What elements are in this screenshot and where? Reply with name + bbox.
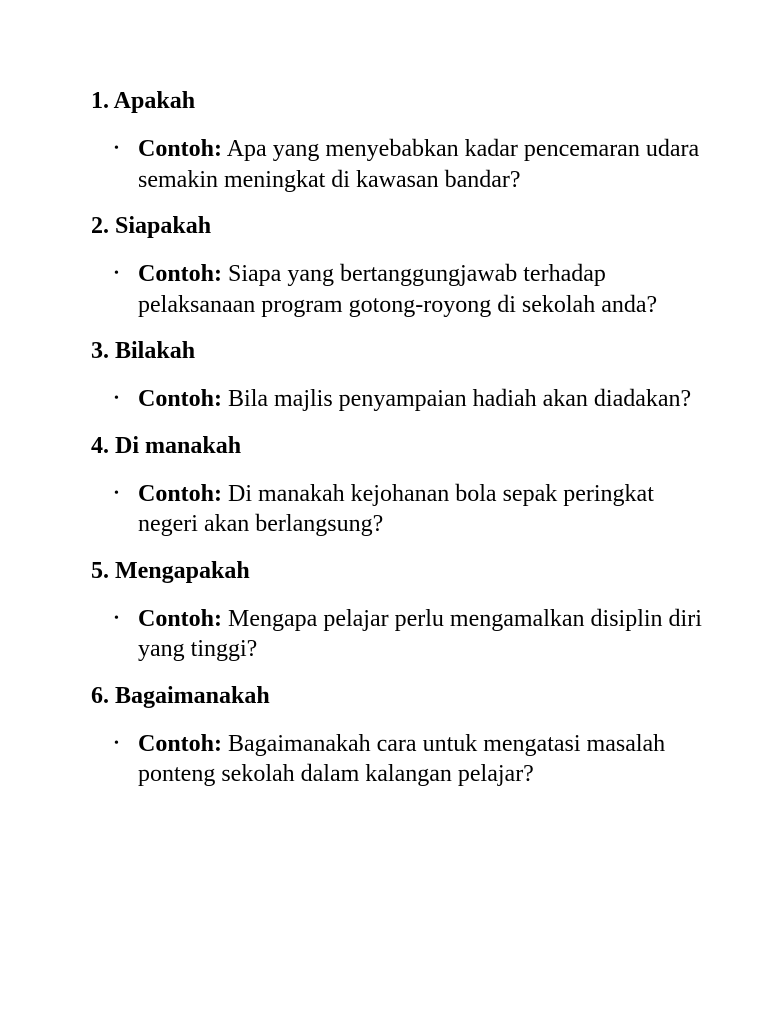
example-item: [91, 479, 708, 540]
question-word-section-6: [91, 681, 708, 790]
example-item: [91, 729, 708, 790]
bullet-icon: •: [114, 485, 119, 501]
example-text: Bila majlis penyampaian hadiah akan diadakan?: [228, 386, 692, 412]
question-word-section-3: [91, 336, 708, 415]
example-label: Contoh:: [138, 730, 223, 757]
section-heading: 5. Mengapakah: [91, 557, 250, 584]
example-label: Contoh:: [138, 261, 223, 287]
example-item: [91, 384, 708, 415]
example-list: [91, 729, 708, 790]
example-label: Contoh:: [138, 386, 223, 412]
bullet-icon: •: [114, 141, 119, 156]
section-heading: 6. Bagaimanakah: [91, 682, 270, 709]
example-text: Mengapa pelajar perlu mengamalkan disiplin diri yang tinggi?: [138, 605, 702, 662]
example-text: Di manakah kejohanan bola sepak peringkat negeri akan berlangsung?: [138, 480, 654, 537]
example-list: [91, 384, 708, 415]
example-text: Siapa yang bertanggungjawab terhadap pelaksanaan program gotong-royong di sekolah anda?: [138, 261, 658, 318]
example-list: [91, 604, 708, 665]
question-word-section-2: [91, 211, 708, 320]
example-item: [91, 604, 708, 665]
section-heading: 2. Siapakah: [91, 213, 212, 239]
example-text: Bagaimanakah cara untuk mengatasi masalah ponteng sekolah dalam kalangan pelajar?: [138, 730, 666, 787]
example-list: [91, 479, 708, 540]
question-word-section-5: [91, 556, 708, 665]
example-label: Contoh:: [138, 480, 223, 507]
bullet-icon: •: [114, 735, 119, 751]
example-text: Apa yang menyebabkan kadar pencemaran udara semakin meningkat di kawasan bandar?: [138, 136, 700, 193]
section-heading: 1. Apakah: [91, 88, 196, 114]
question-word-section-1: [91, 86, 708, 195]
example-item: [91, 134, 708, 195]
example-list: [91, 134, 708, 195]
section-heading: 3. Bilakah: [91, 338, 196, 364]
bullet-icon: •: [114, 391, 119, 406]
section-heading: 4. Di manakah: [91, 432, 242, 459]
example-label: Contoh:: [138, 605, 223, 632]
example-item: [91, 259, 708, 320]
example-list: [91, 259, 708, 320]
example-label: Contoh:: [138, 136, 223, 162]
question-word-section-4: [91, 431, 708, 540]
bullet-icon: •: [114, 610, 119, 626]
bullet-icon: •: [114, 266, 119, 281]
